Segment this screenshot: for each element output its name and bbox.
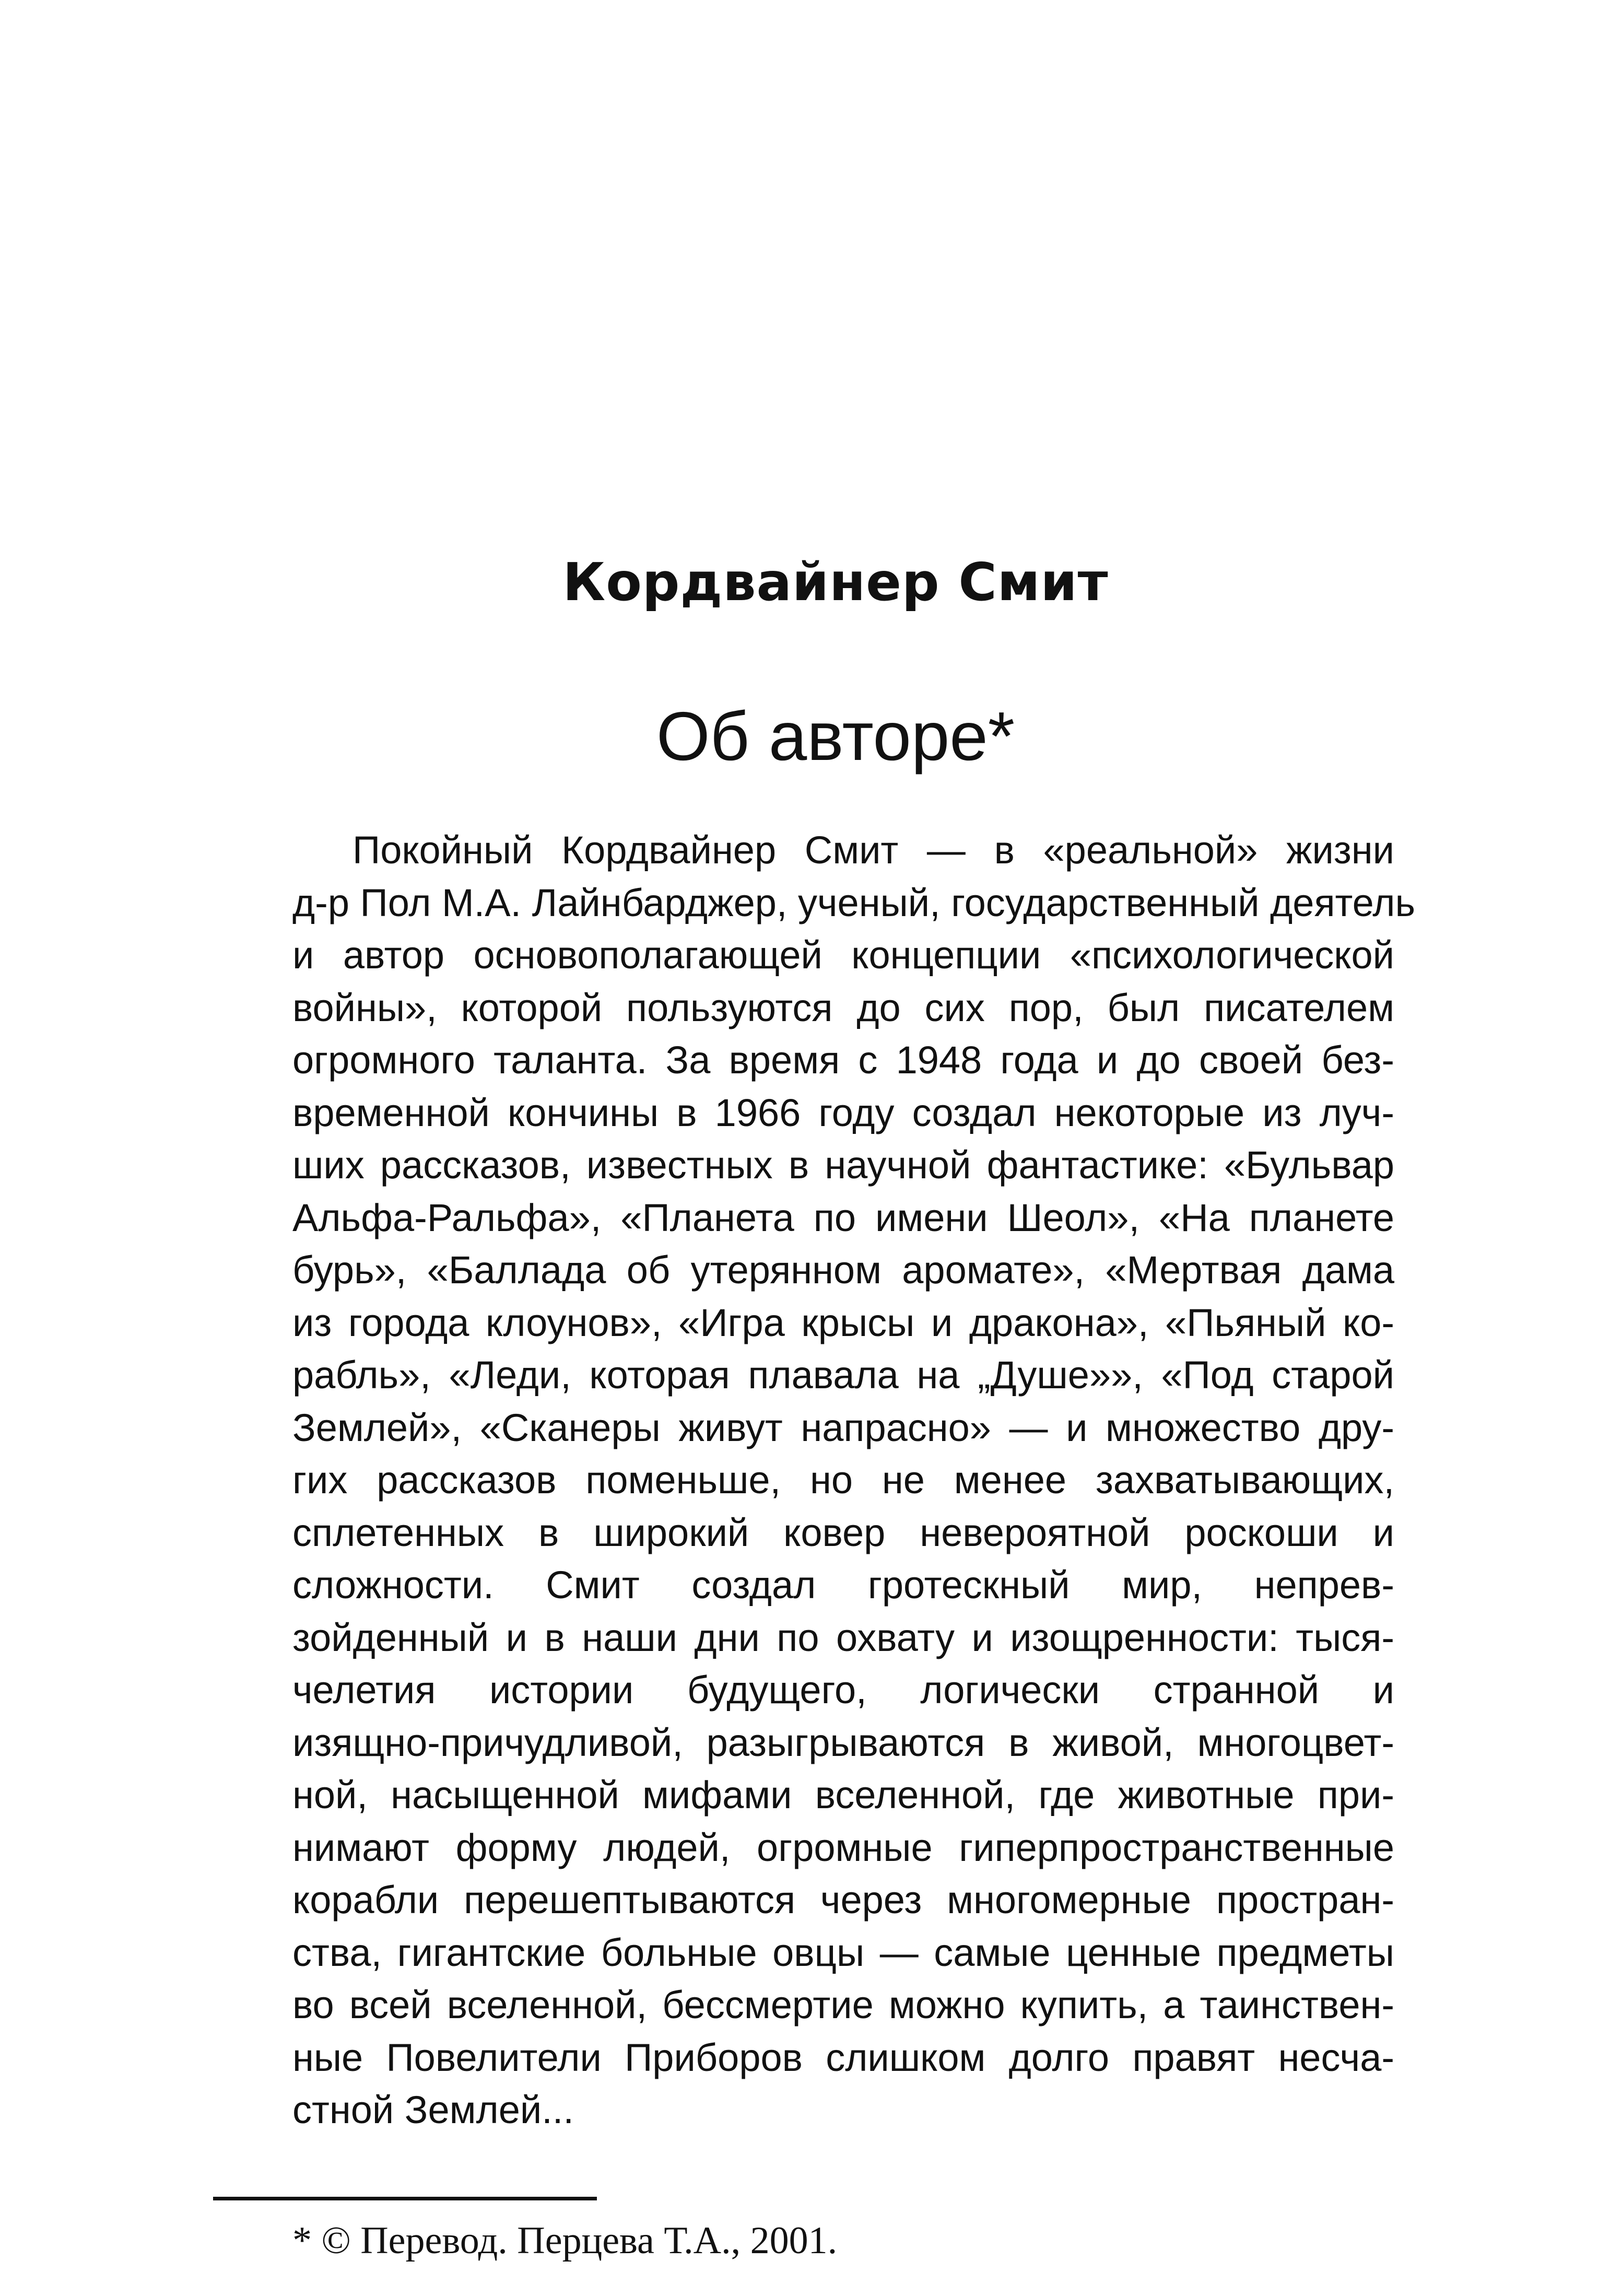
text-line: нимают форму людей, огромные гиперпространственные	[292, 1825, 1394, 1869]
text-line: временной кончины в 1966 году создал некоторые из луч-	[292, 1091, 1394, 1134]
text-line: челетия истории будущего, логически странной и	[292, 1668, 1394, 1712]
text-line: сложности. Смит создал гротескный мир, непрев-	[292, 1563, 1394, 1607]
text-line: гих рассказов поменьше, но не менее захватывающих,	[292, 1458, 1394, 1502]
text-line: во всей вселенной, бессмертие можно купить, а таинствен-	[292, 1983, 1394, 2026]
text-line: Землей», «Сканеры живут напрасно» — и множество дру-	[292, 1405, 1394, 1449]
text-line: зойденный и в наши дни по охвату и изощренности: тыся-	[292, 1615, 1394, 1659]
text-line: ства, гигантские больные овцы — самые ценные предметы	[292, 1930, 1394, 1974]
text-line: из города клоунов», «Игра крысы и дракона», «Пьяный ко-	[292, 1301, 1394, 1344]
text-line: Покойный Кордвайнер Смит — в «реальной» жизни	[352, 828, 1394, 872]
footnote-divider	[213, 2197, 597, 2200]
text-line: огромного таланта. За время с 1948 года и до своей без-	[292, 1038, 1394, 1082]
text-line: ших рассказов, известных в научной фантастике: «Бульвар	[292, 1143, 1394, 1187]
text-line: ной, насыщенной мифами вселенной, где животные при-	[292, 1773, 1394, 1817]
text-line: бурь», «Баллада об утерянном аромате», «Мертвая дама	[292, 1248, 1394, 1292]
page-title: Об авторе*	[656, 698, 1015, 775]
text-line: сплетенных в широкий ковер невероятной роскоши и	[292, 1510, 1394, 1554]
text-line: войны», которой пользуются до сих пор, был писателем	[292, 986, 1394, 1029]
text-line: рабль», «Леди, которая плавала на „Душе»», «Под старой	[292, 1353, 1394, 1397]
text-line: стной Землей...	[292, 2088, 574, 2131]
text-line: изящно-причудливой, разыгрываются в живой, многоцвет-	[292, 1720, 1394, 1764]
text-line: и автор основополагающей концепции «психологической	[292, 933, 1394, 977]
text-line: корабли перешептываются через многомерные простран-	[292, 1878, 1394, 1922]
text-line: Альфа-Ральфа», «Планета по имени Шеол», «На планете	[292, 1196, 1394, 1239]
text-line: д-р Пол М.А. Лайнбарджер, ученый, государственный деятель	[292, 881, 1416, 924]
author-name: Кордвайнер Смит	[562, 552, 1109, 613]
footnote: * © Перевод. Перцева Т.А., 2001.	[292, 2219, 838, 2262]
body-paragraph	[292, 824, 1416, 2137]
text-line: ные Повелители Приборов слишком долго правят несча-	[292, 2035, 1394, 2079]
